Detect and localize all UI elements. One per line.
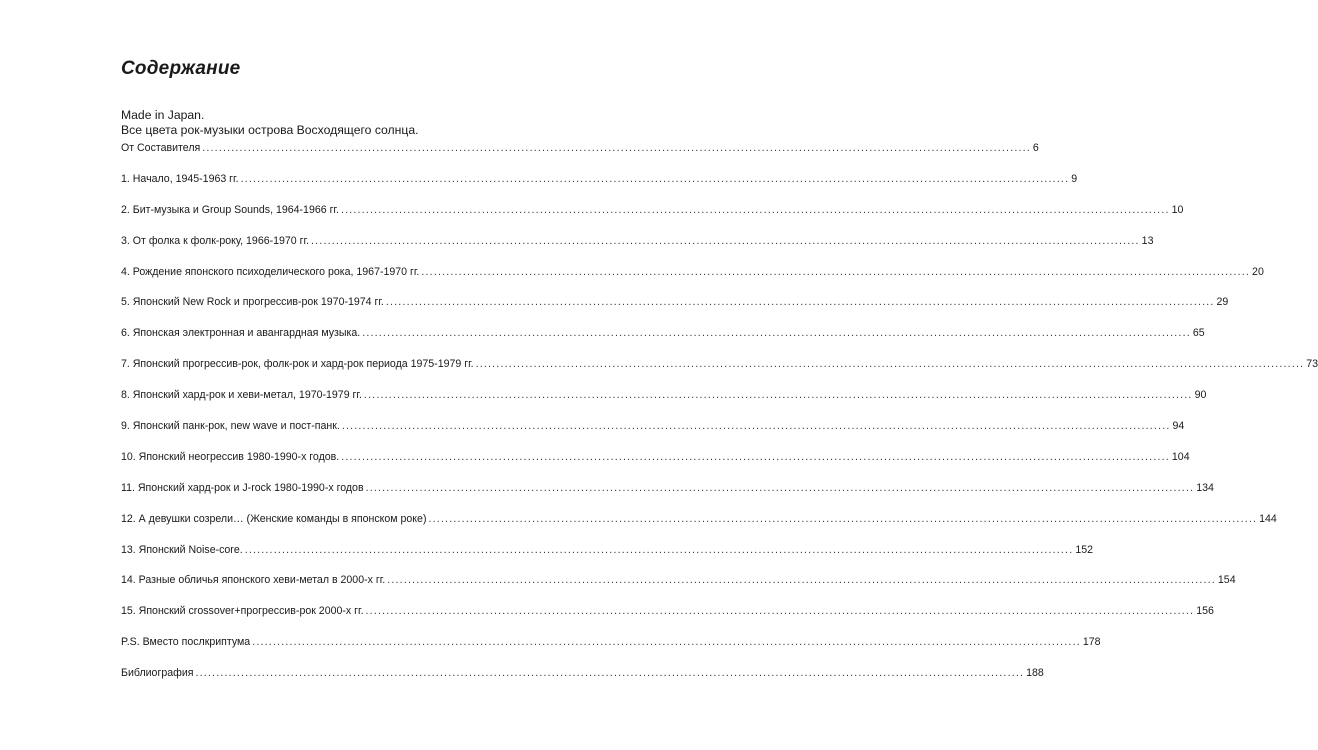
- toc-dot-leader: ........................................................................................................................................................................................................: [475, 358, 1305, 371]
- toc-entry-page: 13: [1141, 234, 1154, 247]
- toc-dot-leader: ........................................................................................................................................................................................................: [363, 389, 1193, 402]
- toc-entry-page: 154: [1217, 574, 1236, 587]
- toc-dot-leader: ........................................................................................................................................................................................................: [385, 296, 1215, 309]
- table-of-contents: [121, 142, 1318, 698]
- book-title: [121, 108, 419, 138]
- toc-entry-label: 6. Японская электронная и авангардная музыка.: [121, 327, 361, 340]
- toc-entry-page: 152: [1075, 543, 1094, 556]
- toc-dot-leader: ........................................................................................................................................................................................................: [362, 327, 1191, 340]
- toc-entry: [121, 172, 1078, 204]
- toc-entry: [121, 450, 1190, 482]
- toc-entry: [121, 512, 1277, 544]
- toc-entry-page: 188: [1026, 667, 1044, 680]
- toc-dot-leader: ........................................................................................................................................................................................................: [365, 605, 1195, 618]
- toc-entry-page: 94: [1172, 420, 1185, 433]
- toc-entry: [121, 667, 1044, 698]
- toc-entry: [121, 142, 1039, 173]
- book-title-line-2: Все цвета рок-музыки острова Восходящего солнца.: [121, 123, 419, 137]
- toc-entry-page: 134: [1196, 481, 1214, 494]
- toc-entry-label: 8. Японский хард-рок и хеви-метал, 1970-1979 гг.: [121, 389, 362, 402]
- toc-dot-leader: ........................................................................................................................................................................................................: [252, 636, 1081, 649]
- toc-entry-page: 20: [1252, 265, 1264, 278]
- toc-dot-leader: ........................................................................................................................................................................................................: [340, 203, 1170, 216]
- toc-dot-leader: ........................................................................................................................................................................................................: [341, 450, 1170, 463]
- toc-entry-label: 14. Разные обличья японского хеви-метал в 2000-х гг.: [121, 574, 386, 587]
- toc-entry: [121, 481, 1214, 513]
- toc-dot-leader: ........................................................................................................................................................................................................: [202, 142, 1031, 154]
- toc-dot-leader: ........................................................................................................................................................................................................: [311, 234, 1140, 247]
- page-title: Содержание: [121, 58, 241, 79]
- toc-entry: [121, 574, 1236, 605]
- toc-entry-label: 4. Рождение японского психоделического рока, 1967-1970 гг.: [121, 265, 420, 278]
- toc-entry-page: 9: [1071, 172, 1078, 185]
- toc-entry-label: 3. От фолка к фолк-року, 1966-1970 гг.: [121, 234, 310, 247]
- toc-entry: [121, 296, 1229, 327]
- toc-dot-leader: ........................................................................................................................................................................................................: [421, 265, 1251, 278]
- toc-entry-label: 11. Японский хард-рок и J-rock 1980-1990-х годов: [121, 481, 364, 494]
- toc-entry: [121, 389, 1207, 420]
- toc-entry-page: 144: [1259, 512, 1277, 525]
- toc-entry-page: 156: [1196, 605, 1214, 618]
- toc-dot-leader: ........................................................................................................................................................................................................: [387, 574, 1216, 587]
- toc-entry-page: 6: [1032, 142, 1039, 154]
- toc-entry-label: 5. Японский New Rock и прогрессив-рок 1970-1974 гг.: [121, 296, 384, 309]
- toc-entry-page: 90: [1194, 389, 1207, 402]
- toc-entry-label: Библиография: [121, 667, 194, 680]
- toc-entry-label: 13. Японский Noise-core.: [121, 543, 243, 556]
- toc-entry-page: 178: [1082, 636, 1101, 649]
- toc-dot-leader: ........................................................................................................................................................................................................: [365, 481, 1195, 494]
- book-title-line-1: Made in Japan.: [121, 108, 205, 122]
- toc-dot-leader: ........................................................................................................................................................................................................: [428, 512, 1258, 525]
- toc-entry-label: 1. Начало, 1945-1963 гг.: [121, 172, 239, 185]
- toc-entry: [121, 358, 1318, 389]
- toc-entry-label: 9. Японский панк-рок, new wave и пост-панк.: [121, 420, 340, 433]
- toc-dot-leader: ........................................................................................................................................................................................................: [244, 543, 1074, 556]
- toc-entry-label: 12. А девушки созрели… (Женские команды в японском роке): [121, 512, 427, 525]
- toc-entry-label: P.S. Вместо послкриптума: [121, 636, 251, 649]
- toc-entry: [121, 265, 1264, 297]
- toc-entry: [121, 327, 1205, 358]
- toc-entry-label: 10. Японский неогрессив 1980-1990-х годов.: [121, 450, 340, 463]
- toc-entry-label: 2. Бит-музыка и Group Sounds, 1964-1966 гг.: [121, 203, 339, 216]
- toc-entry-page: 29: [1216, 296, 1229, 309]
- toc-entry-page: 104: [1171, 450, 1190, 463]
- toc-entry: [121, 605, 1214, 636]
- toc-entry-page: 10: [1171, 203, 1184, 216]
- toc-entry-page: 65: [1192, 327, 1205, 340]
- toc-entry: [121, 543, 1094, 575]
- toc-entry: [121, 234, 1154, 266]
- toc-dot-leader: ........................................................................................................................................................................................................: [240, 172, 1070, 185]
- toc-entry: [121, 636, 1101, 667]
- toc-entry-label: 7. Японский прогрессив-рок, фолк-рок и хард-рок периода 1975-1979 гг.: [121, 358, 474, 371]
- toc-dot-leader: ........................................................................................................................................................................................................: [195, 667, 1025, 680]
- toc-entry: [121, 420, 1185, 451]
- toc-entry-label: От Составителя: [121, 142, 201, 154]
- toc-dot-leader: ........................................................................................................................................................................................................: [341, 420, 1171, 433]
- toc-entry-label: 15. Японский crossover+прогрессив-рок 2000-х гг.: [121, 605, 364, 618]
- toc-entry-page: 73: [1306, 358, 1318, 371]
- toc-entry: [121, 203, 1184, 235]
